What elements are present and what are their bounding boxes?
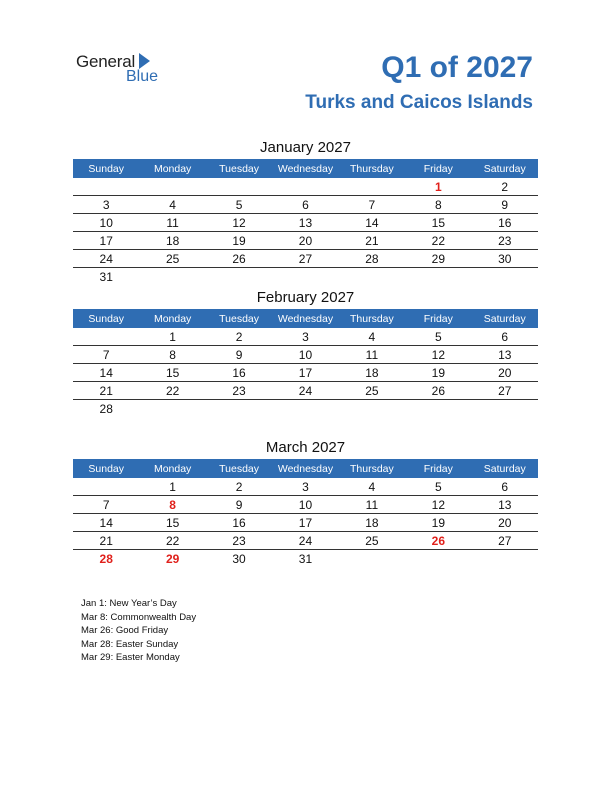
weekday-header: Sunday [73,309,139,328]
calendar-grid [73,159,538,285]
day-cell: 16 [472,214,538,232]
weekday-header: Saturday [472,159,538,178]
logo-general-text: General [76,52,136,71]
week-row [73,178,538,196]
week-row [73,364,538,382]
day-cell: 4 [139,196,205,214]
day-cell: 20 [472,364,538,382]
week-row [73,250,538,268]
day-cell: 12 [206,214,272,232]
day-cell: 5 [405,328,471,346]
holiday-note: Mar 28: Easter Sunday [81,638,179,650]
calendar-grid [73,309,538,417]
day-cell: 11 [139,214,205,232]
empty-day-cell [405,268,471,286]
empty-day-cell [73,328,139,346]
day-cell: 30 [232,551,246,566]
day-cell: 7 [339,196,405,214]
week-row [73,550,538,568]
day-cell: 13 [472,346,538,364]
calendar-grid [73,459,538,567]
page-subtitle: Turks and Caicos Islands [305,92,533,113]
empty-day-cell [405,550,471,568]
day-cell: 14 [339,214,405,232]
empty-day-cell [73,478,139,496]
day-cell: 27 [472,382,538,400]
day-cell: 29 [165,551,180,566]
holiday-note: Jan 1: New Year’s Day [81,598,177,609]
month-title: February 2027 [256,289,355,306]
day-cell: 4 [339,328,405,346]
empty-day-cell [472,268,538,286]
day-cell: 1 [405,178,471,196]
empty-day-cell [339,550,405,568]
day-cell: 20 [272,232,338,250]
day-cell: 1 [139,478,205,496]
page-title: Q1 of 2027 [381,51,533,84]
day-cell: 26 [206,250,272,268]
day-cell: 8 [139,346,205,364]
day-cell: 14 [73,514,139,532]
day-cell: 31 [298,551,313,566]
day-cell: 18 [339,364,405,382]
weekday-header: Monday [139,159,205,178]
weekday-header: Friday [405,459,471,478]
week-row [73,214,538,232]
day-cell: 10 [272,346,338,364]
day-cell: 22 [139,532,205,550]
weekday-header: Tuesday [206,459,272,478]
empty-day-cell [272,268,338,286]
week-row [73,496,538,514]
week-row [73,400,538,418]
day-cell: 31 [99,269,113,284]
day-cell: 17 [272,514,338,532]
empty-day-cell [339,268,405,286]
day-cell: 2 [472,178,538,196]
day-cell: 15 [139,514,205,532]
day-cell: 10 [272,496,338,514]
day-cell: 8 [405,196,471,214]
day-cell: 23 [472,232,538,250]
weekday-header: Thursday [339,159,405,178]
day-cell: 11 [339,346,405,364]
day-cell: 24 [272,382,338,400]
empty-day-cell [472,400,538,418]
day-cell: 25 [339,382,405,400]
day-cell: 24 [272,532,338,550]
day-cell: 21 [339,232,405,250]
day-cell: 25 [139,250,205,268]
empty-day-cell [206,178,272,196]
day-cell: 22 [405,232,471,250]
weekday-header: Monday [139,309,205,328]
day-cell: 9 [206,496,272,514]
day-cell: 21 [73,532,139,550]
day-cell: 17 [272,364,338,382]
day-cell: 18 [139,232,205,250]
holiday-note: Mar 8: Commonwealth Day [81,611,197,623]
day-cell: 3 [272,478,338,496]
day-cell: 29 [405,250,471,268]
logo-flag-icon [139,53,150,69]
empty-day-cell [206,400,272,418]
day-cell: 28 [339,250,405,268]
day-cell: 11 [339,496,405,514]
day-cell: 12 [405,346,471,364]
weekday-header: Friday [405,159,471,178]
day-cell: 10 [73,214,139,232]
empty-day-cell [339,400,405,418]
weekday-header-row [73,309,538,328]
empty-day-cell [139,400,205,418]
week-row [73,382,538,400]
day-cell: 6 [272,196,338,214]
week-row [73,232,538,250]
day-cell: 16 [206,364,272,382]
day-cell: 26 [405,382,471,400]
weekday-header: Friday [405,309,471,328]
day-cell: 8 [139,496,205,514]
week-row [73,328,538,346]
day-cell: 21 [73,382,139,400]
weekday-header: Saturday [472,309,538,328]
day-cell: 3 [73,196,139,214]
day-cell: 14 [73,364,139,382]
day-cell: 23 [206,382,272,400]
weekday-header: Wednesday [272,459,338,478]
day-cell: 28 [99,401,113,416]
day-cell: 1 [139,328,205,346]
day-cell: 17 [73,232,139,250]
day-cell: 9 [472,196,538,214]
day-cell: 22 [139,382,205,400]
week-row [73,196,538,214]
weekday-header: Sunday [73,459,139,478]
weekday-header: Tuesday [206,159,272,178]
day-cell: 12 [405,496,471,514]
holiday-note: Mar 26: Good Friday [81,625,169,637]
day-cell: 19 [206,232,272,250]
month-march [73,437,538,567]
day-cell: 13 [272,214,338,232]
day-cell: 15 [405,214,471,232]
week-row [73,268,538,286]
weekday-header: Sunday [73,159,139,178]
day-cell: 19 [405,514,471,532]
empty-day-cell [73,178,139,196]
day-cell: 13 [472,496,538,514]
empty-day-cell [272,400,338,418]
weekday-header: Wednesday [272,309,338,328]
day-cell: 2 [206,328,272,346]
day-cell: 5 [206,196,272,214]
week-row [73,346,538,364]
day-cell: 25 [339,532,405,550]
empty-day-cell [472,550,538,568]
day-cell: 6 [472,328,538,346]
empty-day-cell [339,178,405,196]
week-row [73,514,538,532]
logo-blue-text: Blue [126,68,159,85]
day-cell: 16 [206,514,272,532]
empty-day-cell [405,400,471,418]
day-cell: 27 [472,532,538,550]
week-row [73,532,538,550]
weekday-header: Tuesday [206,309,272,328]
month-february [73,287,538,417]
week-row [73,478,538,496]
empty-day-cell [139,178,205,196]
weekday-header-row [73,159,538,178]
empty-day-cell [272,178,338,196]
weekday-header: Thursday [339,309,405,328]
day-cell: 4 [339,478,405,496]
month-january [73,137,538,285]
day-cell: 5 [405,478,471,496]
weekday-header-row [73,459,538,478]
day-cell: 7 [73,346,139,364]
empty-day-cell [139,268,205,286]
day-cell: 18 [339,514,405,532]
day-cell: 19 [405,364,471,382]
day-cell: 20 [472,514,538,532]
day-cell: 15 [139,364,205,382]
day-cell: 2 [206,478,272,496]
holiday-notes [81,597,196,665]
empty-day-cell [206,268,272,286]
day-cell: 27 [272,250,338,268]
weekday-header: Thursday [339,459,405,478]
holiday-note: Mar 29: Easter Monday [81,652,180,664]
month-title: January 2027 [260,139,351,156]
day-cell: 28 [99,551,113,566]
day-cell: 9 [206,346,272,364]
day-cell: 30 [472,250,538,268]
day-cell: 6 [472,478,538,496]
month-title: March 2027 [265,439,346,456]
day-cell: 23 [206,532,272,550]
weekday-header: Wednesday [272,159,338,178]
day-cell: 3 [272,328,338,346]
day-cell: 24 [73,250,139,268]
weekday-header: Monday [139,459,205,478]
day-cell: 26 [405,532,471,550]
day-cell: 7 [73,496,139,514]
weekday-header: Saturday [472,459,538,478]
